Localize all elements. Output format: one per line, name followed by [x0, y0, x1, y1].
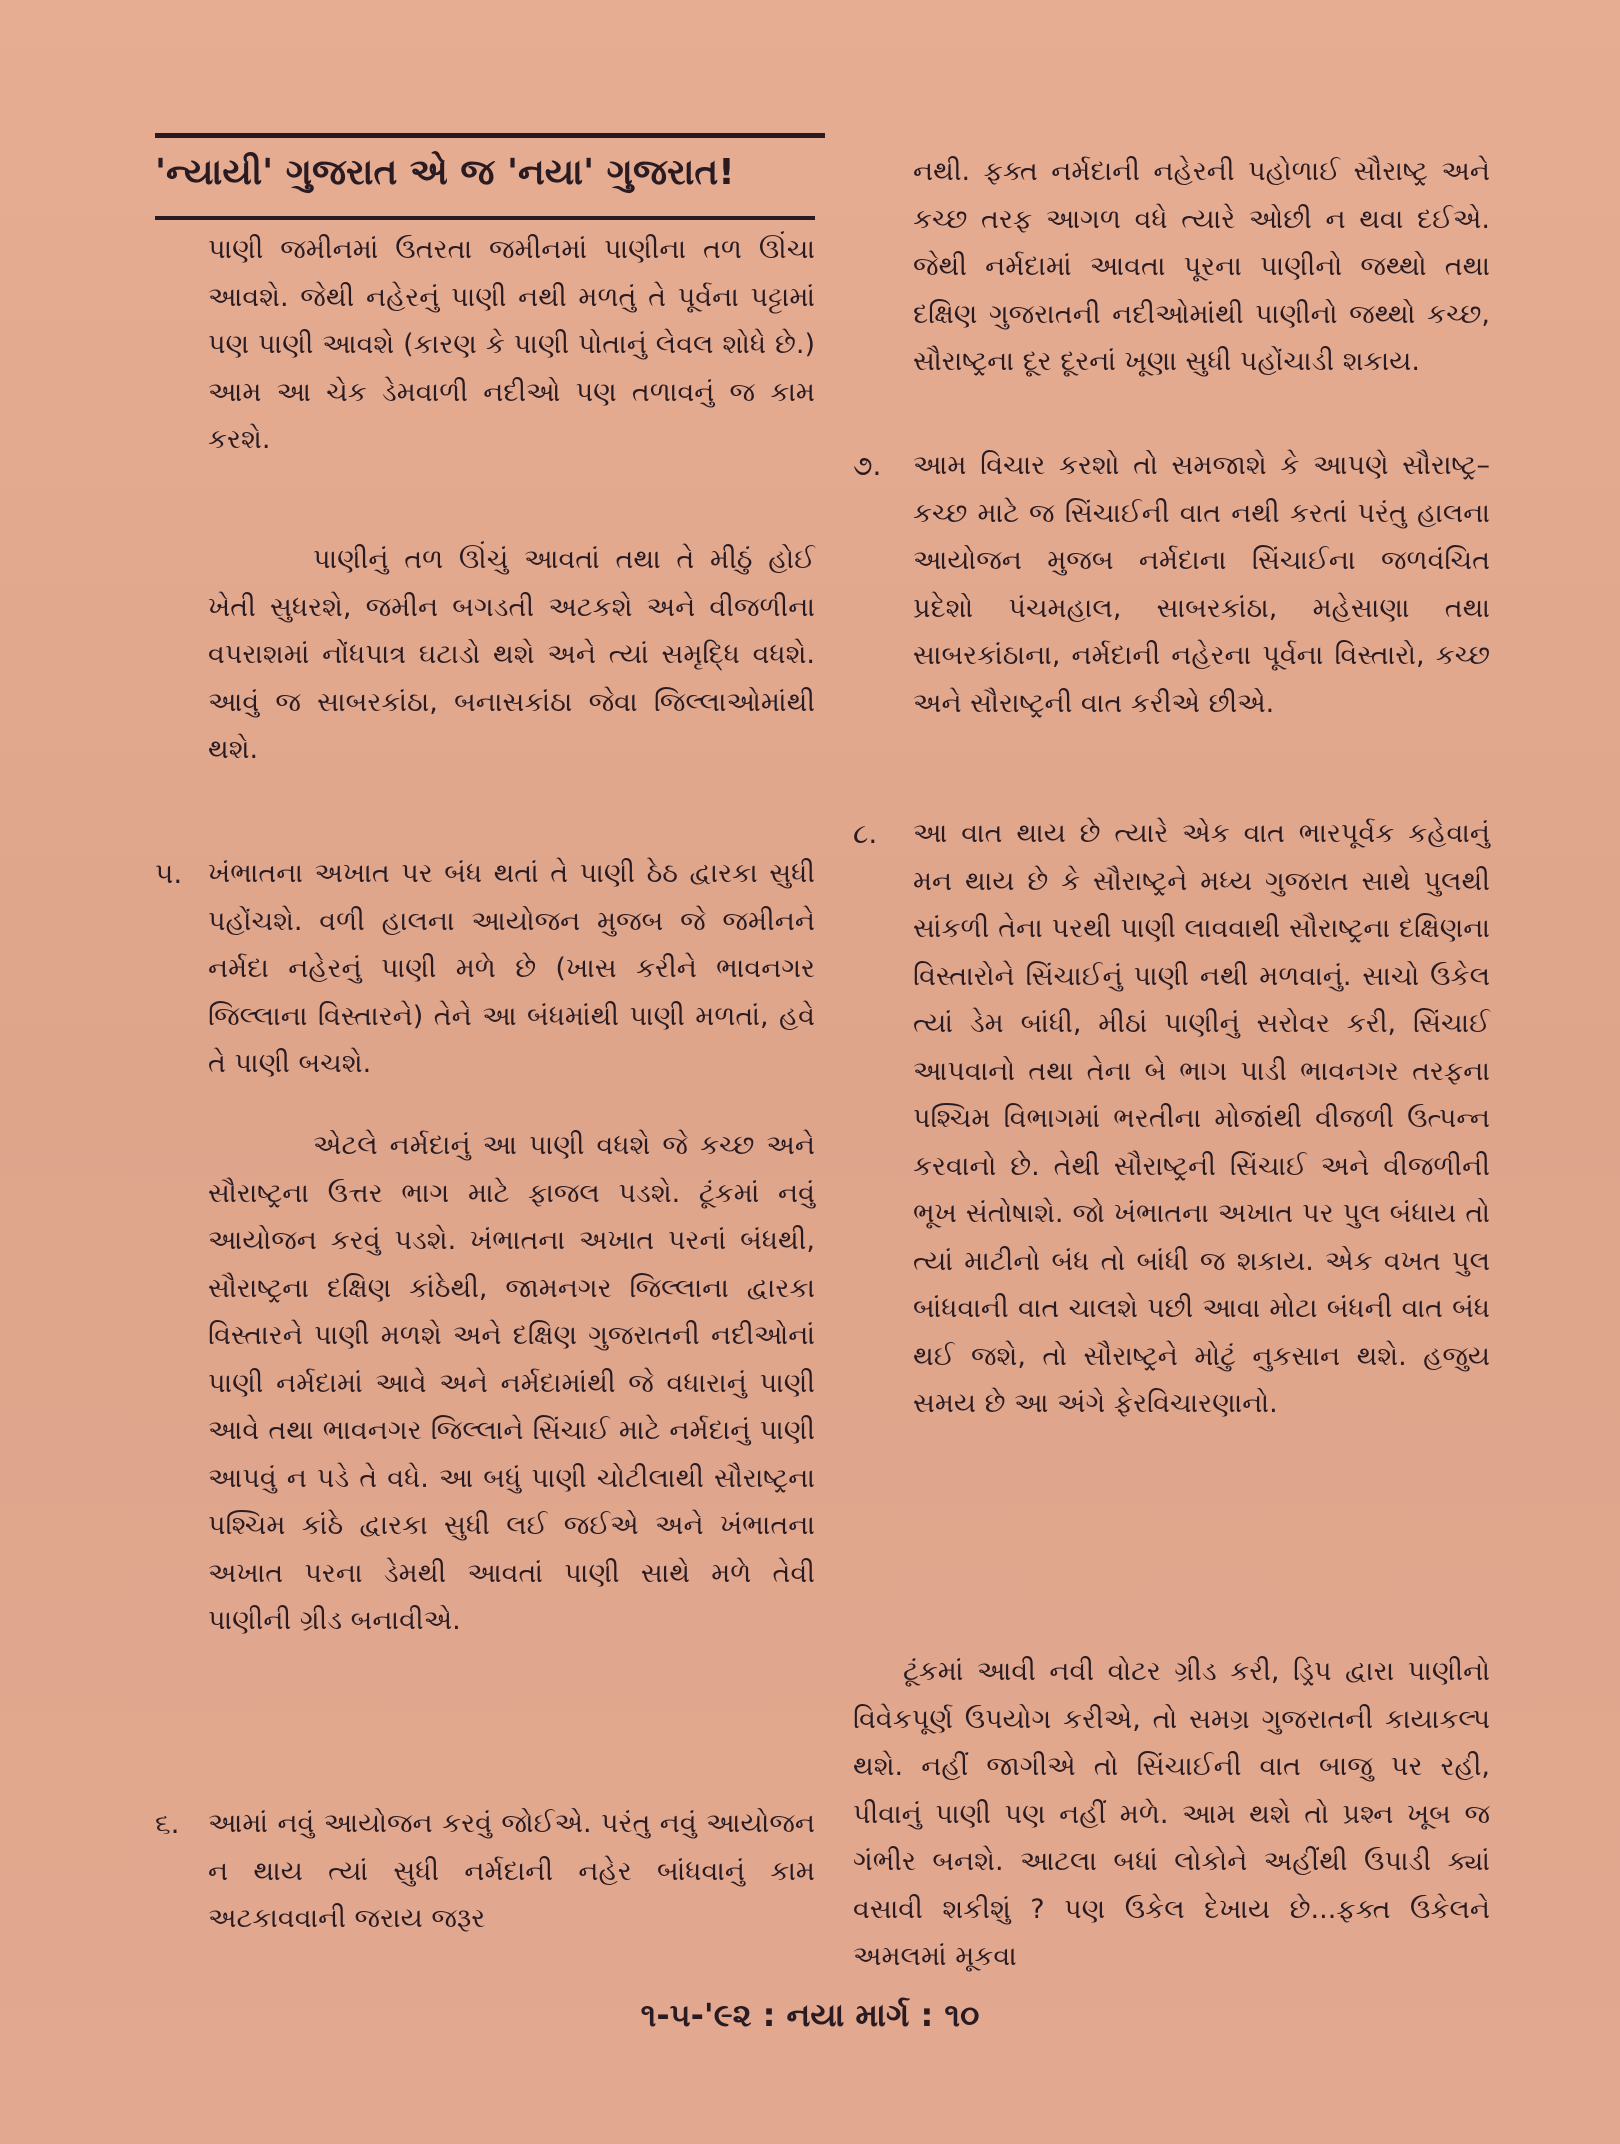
title-bottom-rule — [155, 216, 815, 220]
item-7-number: ૭. — [853, 449, 882, 482]
article-title: 'ન્યાયી' ગુજરાત એ જ 'નયા' ગુજરાત! — [155, 152, 735, 193]
item-5-text: ખંભાતના અખાત પર બંધ થતાં તે પાણી ઠેઠ દ્વારકા સુધી પહોંચશે. વળી હાલના આયોજન મુજબ જે જમીનને નર્મદા નહેરનું પાણી મળે છે (ખાસ કરીને ભાવનગર જિલ્લાના વિસ્તારને) તેને આ બંધમાંથી પાણી મળતાં, હવે તે પાણી બચશે. — [208, 858, 815, 1079]
item-5-number: ૫. — [155, 857, 183, 890]
item-6-number: ૬. — [155, 1807, 180, 1840]
item-8-number: ૮. — [853, 817, 878, 850]
page-footer: ૧-૫-'૯૨ : નયા માર્ગ : ૧૦ — [640, 1996, 980, 2034]
left-para-1: પાણી જમીનમાં ઉતરતા જમીનમાં પાણીના તળ ઊંચા આવશે. જેથી નહેરનું પાણી નથી મળતું તે પૂર્વના પટ્ટામાં પણ પાણી આવશે (કારણ કે પાણી પોતાનું લેવલ શોધે છે.) આમ આ ચેક ડેમવાળી નદીઓ પણ તળાવનું જ કામ કરશે. — [208, 234, 815, 455]
item-6-text: આમાં નવું આયોજન કરવું જોઈએ. પરંતુ નવું આયોજન ન થાય ત્યાં સુધી નર્મદાની નહેર બાંધવાનું કામ અટકાવવાની જરાય જરૂર — [208, 1808, 815, 1934]
left-para-3: એટલે નર્મદાનું આ પાણી વધશે જે કચ્છ અને સૌરાષ્ટ્રના ઉત્તર ભાગ માટે ફાજલ પડશે. ટૂંકમાં નવું આયોજન કરવું પડશે. ખંભાતના અખાત પરનાં બંધથી, સૌરાષ્ટ્રના દક્ષિણ કાંઠેથી, જામનગર જિલ્લાના દ્વારકા વિસ્તારને પાણી મળશે અને દક્ષિણ ગુજરાતની નદીઓનાં પાણી નર્મદામાં આવે અને નર્મદામાંથી જે વધારાનું પાણી આવે તથા ભાવનગર જિલ્લાને સિંચાઈ માટે નર્મદાનું પાણી આપવું ન પડે તે વધે. આ બધું પાણી ચોટીલાથી સૌરાષ્ટ્રના પશ્ચિમ કાંઠે દ્વારકા સુધી લઈ જઈએ અને ખંભાતના અખાત પરના ડેમથી આવતાં પાણી સાથે મળે તેવી પાણીની ગ્રીડ બનાવીએ. — [208, 1130, 815, 1636]
title-top-rule — [155, 133, 825, 138]
left-para-2: પાણીનું તળ ઊંચું આવતાં તથા તે મીઠું હોઈ ખેતી સુધરશે, જમીન બગડતી અટકશે અને વીજળીના વપરાશમાં નોંધપાત્ર ઘટાડો થશે અને ત્યાં સમૃદ્ધિ વધશે. આવું જ સાબરકાંઠા, બનાસકાંઠા જેવા જિલ્લાઓમાંથી થશે. — [208, 544, 815, 765]
item-8-text: આ વાત થાય છે ત્યારે એક વાત ભારપૂર્વક કહેવાનું મન થાય છે કે સૌરાષ્ટ્રને મધ્ય ગુજરાત સાથે પુલથી સાંકળી તેના પરથી પાણી લાવવાથી સૌરાષ્ટ્રના દક્ષિણના વિસ્તારોને સિંચાઈનું પાણી નથી મળવાનું. સાચો ઉકેલ ત્યાં ડેમ બાંધી, મીઠાં પાણીનું સરોવર કરી, સિંચાઈ આપવાનો તથા તેના બે ભાગ પાડી ભાવનગર તરફના પશ્ચિમ વિભાગમાં ભરતીના મોજાંથી વીજળી ઉત્પન્ન કરવાનો છે. તેથી સૌરાષ્ટ્રની સિંચાઈ અને વીજળીની ભૂખ સંતોષાશે. જો ખંભાતના અખાત પર પુલ બંધાય તો ત્યાં માટીનો બંધ તો બાંધી જ શકાય. એક વખત પુલ બાંધવાની વાત ચાલશે પછી આવા મોટા બંધની વાત બંધ થઈ જશે, તો સૌરાષ્ટ્રને મોટું નુકસાન થશે. હજુય સમય છે આ અંગે ફેરવિચારણાનો. — [913, 818, 1490, 1419]
item-7-text: આમ વિચાર કરશો તો સમજાશે કે આપણે સૌરાષ્ટ્ર–કચ્છ માટે જ સિંચાઈની વાત નથી કરતાં પરંતુ હાલના આયોજન મુજબ નર્મદાના સિંચાઈના જળવંચિત પ્રદેશો પંચમહાલ, સાબરકાંઠા, મહેસાણા તથા સાબરકાંઠાના, નર્મદાની નહેરના પૂર્વના વિસ્તારો, કચ્છ અને સૌરાષ્ટ્રની વાત કરીએ છીએ. — [913, 450, 1490, 719]
right-para-2: ટૂંકમાં આવી નવી વોટર ગ્રીડ કરી, ડ્રિપ દ્વારા પાણીનો વિવેકપૂર્ણ ઉપયોગ કરીએ, તો સમગ્ર ગુજરાતની કાયાકલ્પ થશે. નહીં જાગીએ તો સિંચાઈની વાત બાજુ પર રહી, પીવાનું પાણી પણ નહીં મળે. આમ થશે તો પ્રશ્ન ખૂબ જ ગંભીર બનશે. આટલા બધાં લોકોને અહીંથી ઉપાડી ક્યાં વસાવી શકીશું ? પણ ઉકેલ દેખાય છે...ફક્ત ઉકેલને અમલમાં મૂકવા — [853, 1656, 1490, 1972]
right-para-1: નથી. ફક્ત નર્મદાની નહેરની પહોળાઈ સૌરાષ્ટ્ર અને કચ્છ તરફ આગળ વધે ત્યારે ઓછી ન થવા દઈએ. જેથી નર્મદામાં આવતા પૂરના પાણીનો જથ્થો તથા દક્ષિણ ગુજરાતની નદીઓમાંથી પાણીનો જથ્થો કચ્છ, સૌરાષ્ટ્રના દૂર દૂરનાં ખૂણા સુધી પહોંચાડી શકાય. — [913, 156, 1490, 377]
